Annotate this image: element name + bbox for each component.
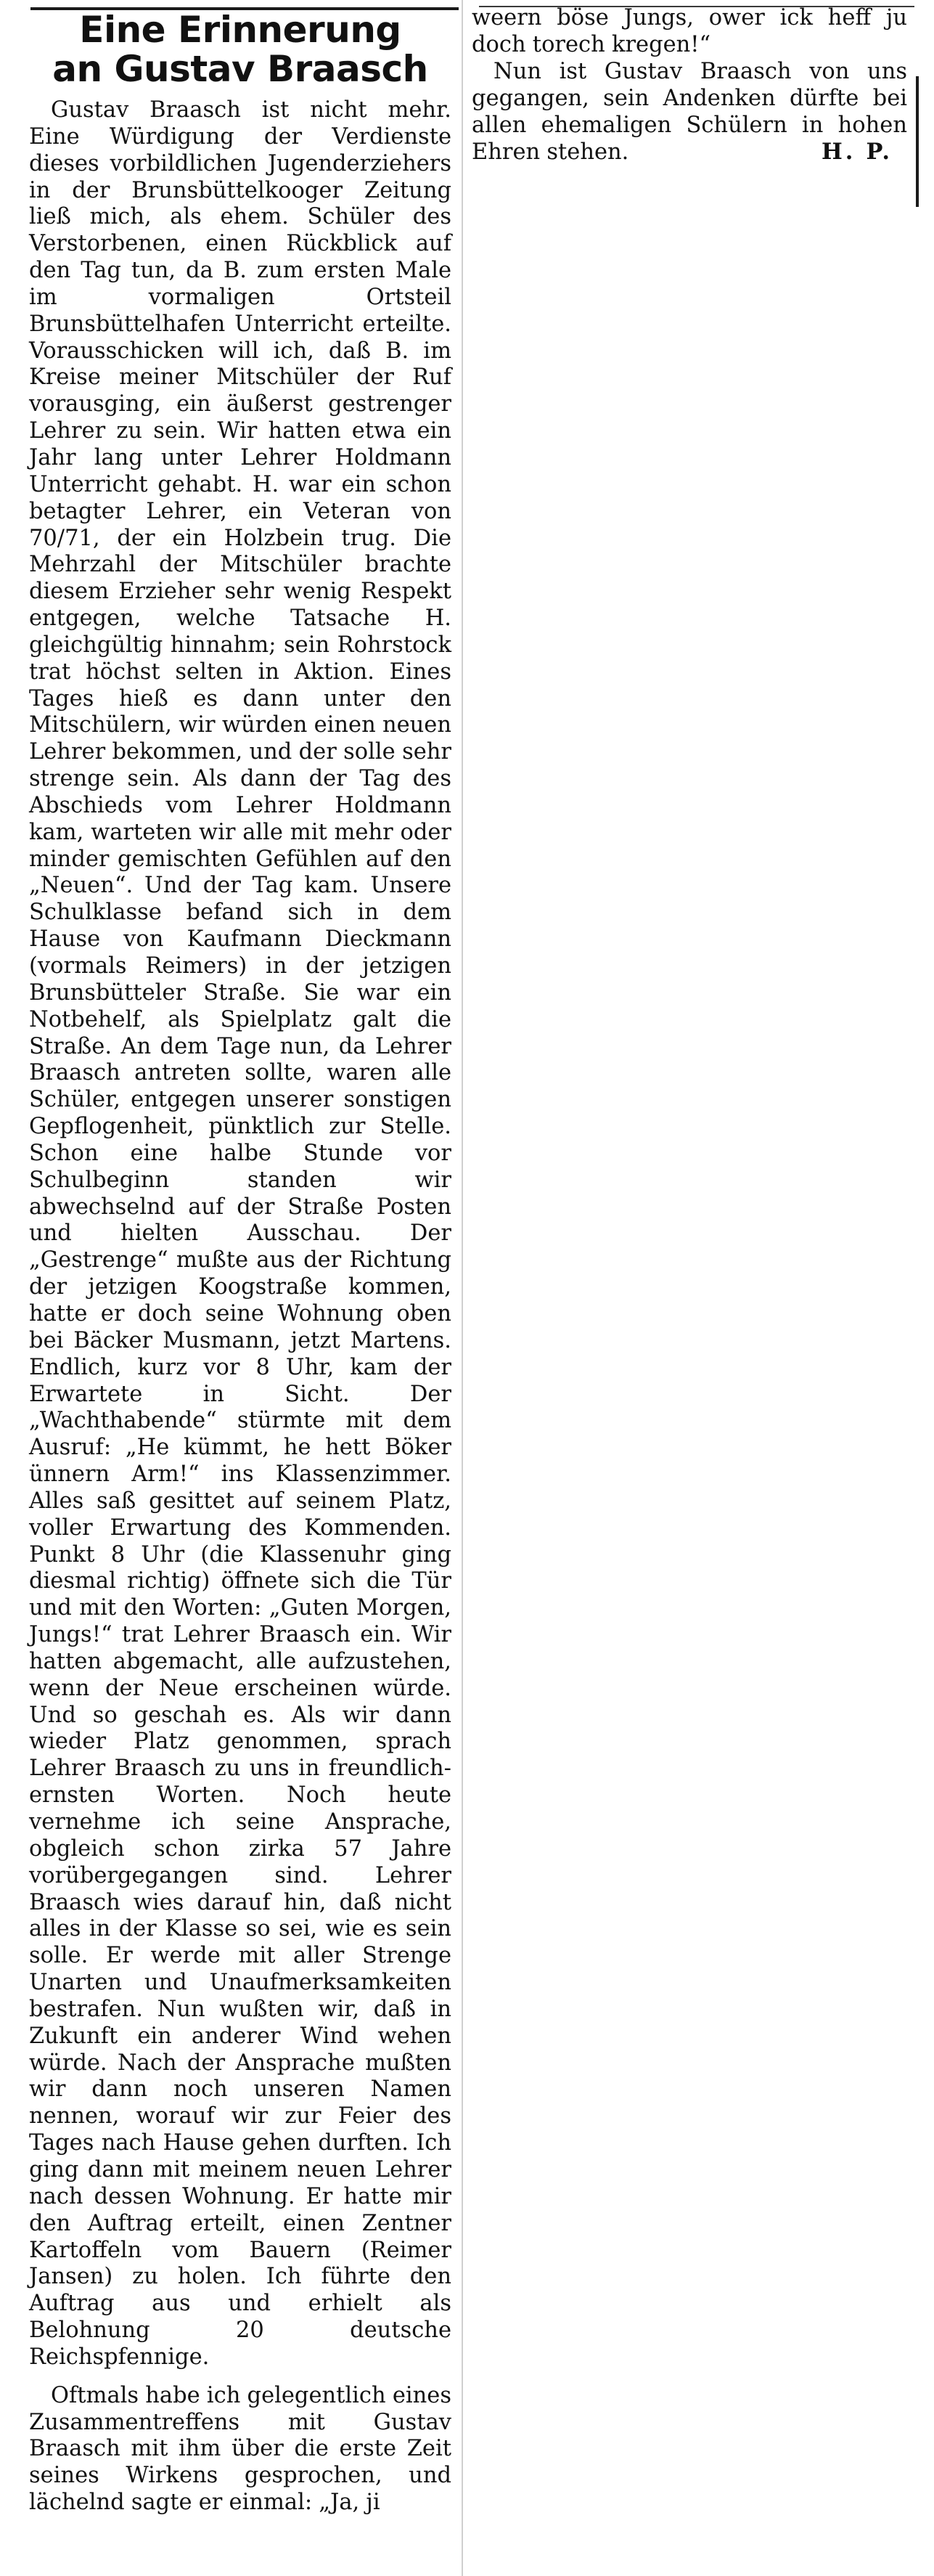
article-closing-paragraph [472, 58, 907, 166]
author-signature: H. P. [821, 139, 893, 165]
right-column [472, 4, 907, 166]
article-end-rule [916, 76, 919, 207]
article-paragraph-2: Oftmals habe ich gelegentlich eines Zusammentreffens mit Gustav Braasch mit ihm über die erste Zeit seines Wirkens gesprochen, und lächelnd sagte er einmal: „Ja, ji [29, 2382, 451, 2516]
column-divider [462, 0, 463, 2576]
article-continuation: weern böse Jungs, ower ick heff ju doch torech kregen!“ [472, 5, 907, 57]
article-paragraph-1: Gustav Braasch ist nicht mehr. Eine Würdigung der Verdienste dieses vorbildlichen Jugenderziehers in der Brunsbüttelkooger Zeitung ließ mich, als ehem. Schüler des Verstorbenen, einen Rückblick auf den Tag tun, da B. zum ersten Male im vormaligen Ortsteil Brunsbüttelhafen Unterricht erteilte. Vorausschicken will ich, daß B. im Kreise meiner Mitschüler der Ruf vorausging, ein äußerst gestrenger Lehrer zu sein. Wir hatten etwa ein Jahr lang unter Lehrer Holdmann Unterricht gehabt. H. war ein schon betagter Lehrer, ein Veteran von 70/71, der ein Holzbein trug. Die Mehrzahl der Mitschüler brachte diesem Erzieher sehr wenig Respekt entgegen, welche Tatsache H. gleichgültig hinnahm; sein Rohrstock trat höchst selten in Aktion. Eines Tages hieß es dann unter den Mitschülern, wir würden einen neuen Lehrer bekommen, und der solle sehr strenge sein. Als dann der Tag des Abschieds vom Lehrer Holdmann kam, warteten wir alle mit mehr oder minder gemischten Gefühlen auf den „Neuen“. Und der Tag kam. Unsere Schulklasse befand sich in dem Hause von Kaufmann Dieckmann (vormals Reimers) in der jetzigen Brunsbütteler Straße. Sie war ein Notbehelf, als Spielplatz galt die Straße. An dem Tage nun, da Lehrer Braasch antreten sollte, waren alle Schüler, entgegen unserer sonstigen Gepflogenheit, pünktlich zur Stelle. Schon eine halbe Stunde vor Schulbeginn standen wir abwechselnd auf der Straße Posten und hielten Ausschau. Der „Gestrenge“ mußte aus der Richtung der jetzigen Koogstraße kommen, hatte er doch seine Wohnung oben bei Bäcker Musmann, jetzt Martens. Endlich, kurz vor 8 Uhr, kam der Erwartete in Sicht. Der „Wachthabende“ stürmte mit dem Ausruf: „He kümmt, he hett Böker ünnern Arm!“ ins Klassenzimmer. Alles saß gesittet auf seinem Platz, voller Erwartung des Kommenden. Punkt 8 Uhr (die Klassenuhr ging diesmal richtig) öffnete sich die Tür und mit den Worten: „Guten Morgen, Jungs!“ trat Lehrer Braasch ein. Wir hatten abgemacht, alle aufzustehen, wenn der Neue erscheinen würde. Und so geschah es. Als wir dann wieder Platz genommen, sprach Lehrer Braasch zu uns in freundlich-ernsten Worten. Noch heute vernehme ich seine Ansprache, obgleich schon zirka 57 Jahre vorübergegangen sind. Lehrer Braasch wies darauf hin, daß nicht alles in der Klasse so sei, wie es sein solle. Er werde mit aller Strenge Unarten und Unaufmerksamkeiten bestrafen. Nun wußten wir, daß in Zukunft ein anderer Wind wehen würde. Nach der Ansprache mußten wir dann noch unseren Namen nennen, worauf wir zur Feier des Tages nach Hause gehen durften. Ich ging dann mit meinem neuen Lehrer nach dessen Wohnung. Er hatte mir den Auftrag erteilt, einen Zentner Kartoffeln vom Bauern (Reimer Jansen) zu holen. Ich führte den Auftrag aus und erhielt als Belohnung 20 deutsche Reichspfennige. [29, 97, 451, 2370]
article-headline [29, 10, 451, 89]
headline-line-2: an Gustav Braasch [52, 48, 428, 90]
left-column [29, 9, 451, 2516]
headline-line-1: Eine Erinnerung [79, 9, 401, 51]
closing-text: Nun ist Gustav Braasch von uns gegangen, sein Andenken dürfte bei allen ehemaligen Schülern in hohen Ehren stehen. [472, 59, 907, 165]
